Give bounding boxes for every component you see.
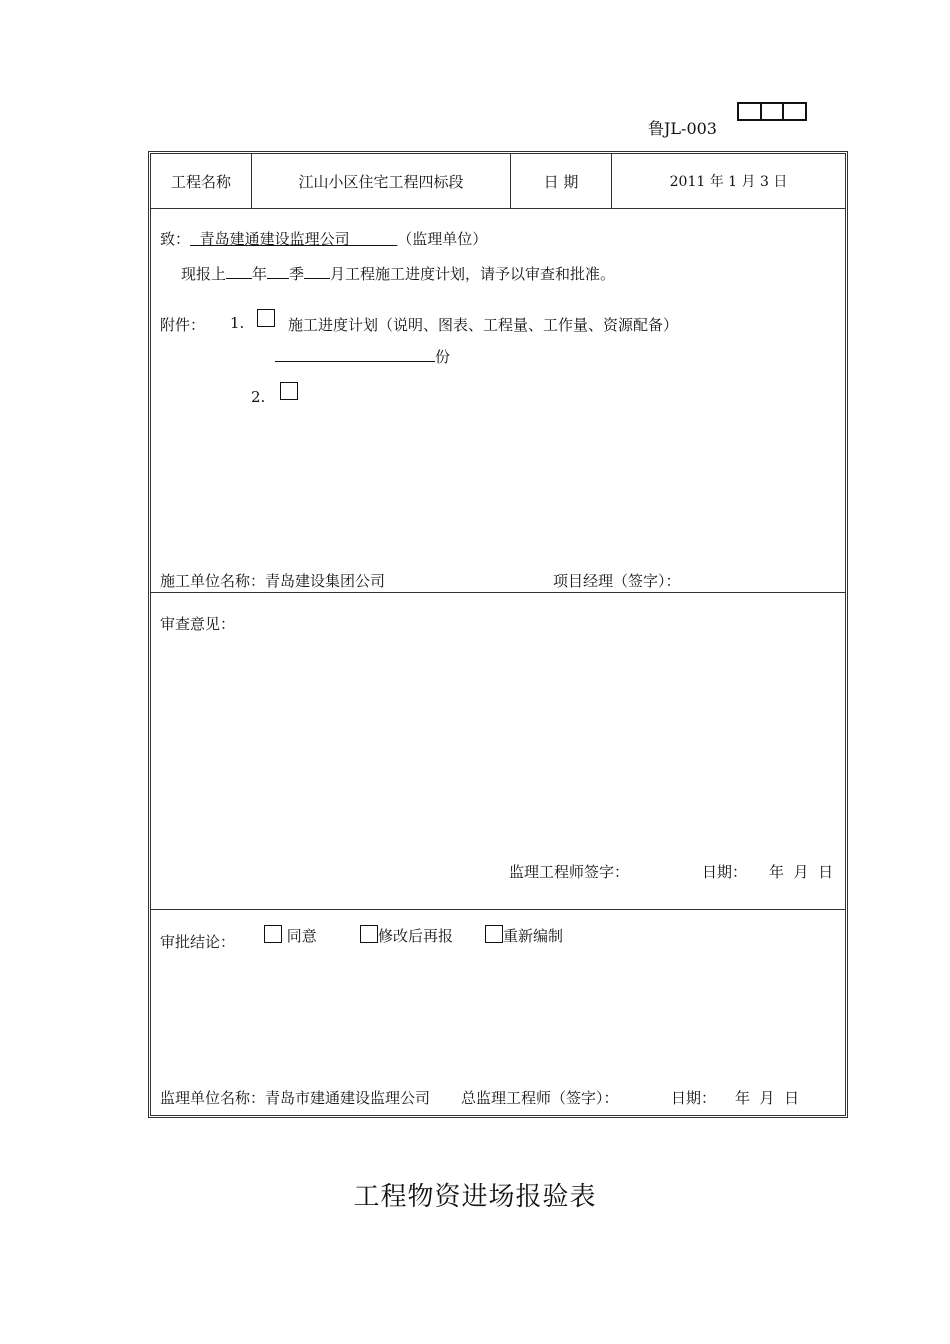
project-name-label: 工程名称 [151, 154, 252, 208]
review-date-ymd: 年 月 日 [769, 863, 834, 881]
header-row [151, 154, 845, 209]
review-date-label: 日期： [702, 863, 748, 881]
supervisor-company: 青岛建通建设监理公司 [199, 230, 350, 248]
schedule-plan-form [148, 151, 848, 1118]
to-suffix: （监理单位） [397, 230, 488, 248]
year-blank[interactable] [226, 264, 252, 279]
report-line: 现报上 年 季 月工程施工进度计划，请予以审查和批准。 [181, 265, 616, 283]
attachment-2-checkbox[interactable] [280, 382, 298, 400]
engineer-signature: 监理工程师签字： [509, 863, 630, 881]
revise-option[interactable]: 修改后再报 [360, 925, 453, 946]
project-name-value: 江山小区住宅工程四标段 [252, 154, 511, 208]
quarter-blank[interactable] [267, 264, 289, 279]
attachment-label: 附件： [160, 316, 206, 334]
attachment-1-text: 施工进度计划（说明、图表、工程量、工作量、资源配备） [288, 316, 679, 334]
attachment-1-number: 1. [230, 314, 245, 332]
attachment-1-wrap [257, 309, 275, 329]
review-section [151, 592, 845, 910]
redo-checkbox[interactable] [485, 925, 503, 943]
project-manager-signature: 项目经理（签字）： [553, 572, 681, 590]
approval-date-label: 日期： [671, 1089, 717, 1107]
date-value: 2011 年 1 月 3 日 [669, 174, 788, 190]
to-prefix: 致： [160, 230, 191, 248]
agree-checkbox[interactable] [264, 925, 282, 943]
chief-engineer-signature: 总监理工程师（签字）： [461, 1089, 619, 1107]
attachment-1-checkbox[interactable] [257, 309, 275, 327]
attachment-2-number: 2. [251, 388, 266, 406]
attachment-2-wrap [280, 382, 298, 402]
document-code: 鲁JL-003 [648, 119, 717, 138]
submission-section [151, 208, 845, 593]
addressee-line [160, 228, 487, 249]
approval-section [151, 909, 845, 1118]
copies-line: 份 [275, 346, 450, 367]
revise-checkbox[interactable] [360, 925, 378, 943]
next-form-title: 工程物资进场报验表 [353, 1182, 597, 1212]
code-number-boxes [737, 102, 807, 121]
supervisor-unit-name: 监理单位名称：青岛市建通建设监理公司 [160, 1089, 431, 1107]
redo-option[interactable]: 重新编制 [485, 925, 563, 946]
review-opinion-label: 审查意见： [160, 615, 236, 633]
copies-blank[interactable] [275, 347, 435, 362]
month-blank[interactable] [304, 264, 330, 279]
approval-date-ymd: 年 月 日 [735, 1089, 800, 1107]
date-label: 日 期 [511, 154, 612, 208]
agree-option[interactable]: 同意 [264, 925, 317, 946]
approval-label: 审批结论： [160, 933, 236, 951]
contractor-name: 施工单位名称：青岛建设集团公司 [160, 572, 386, 590]
